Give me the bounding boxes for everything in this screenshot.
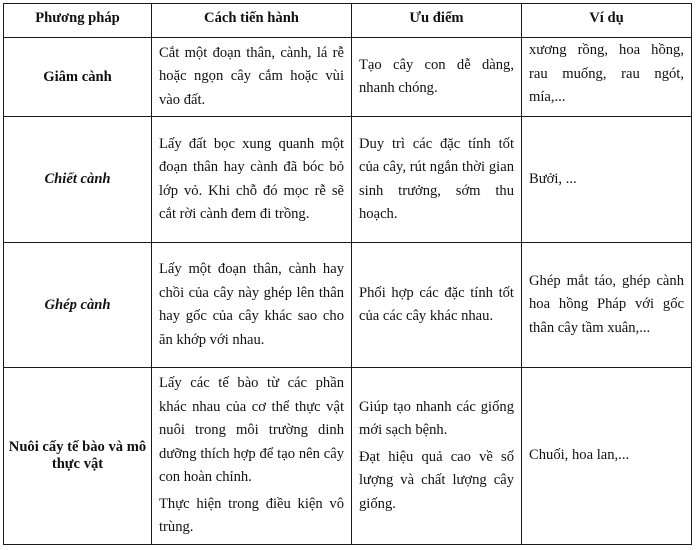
header-method: Phương pháp: [4, 4, 152, 38]
how-text: Lấy các tế bào từ các phần khác nhau của cơ thể thực vật nuôi trong môi trường dinh dưỡng thích hợp để tạo nên cây con hoàn chỉnh.: [159, 375, 344, 486]
example-cell: [522, 243, 692, 368]
table-row: [4, 117, 692, 243]
how-cell: [152, 243, 352, 368]
example-cell: [522, 117, 692, 243]
table-row: [4, 368, 692, 545]
example-text: xương rồng, hoa hồng, rau muống, rau ngót, mía,...: [529, 42, 684, 105]
how-text: Lấy một đoạn thân, cành hay chồi của cây này ghép lên thân hay gốc của cây khác sao cho ăn khớp với nhau.: [159, 261, 344, 348]
advantage-text: Phối hợp các đặc tính tốt của các cây khác nhau.: [359, 284, 514, 324]
header-advantage: Ưu điểm: [352, 4, 522, 38]
method-name: Chiết cành: [44, 171, 111, 187]
advantage-cell: [352, 38, 522, 117]
advantage-text: Duy trì các đặc tính tốt của cây, rút ngắn thời gian sinh trưởng, sớm thu hoạch.: [359, 135, 514, 222]
header-how: Cách tiến hành: [152, 4, 352, 38]
method-cell: [4, 38, 152, 117]
example-text: Bưởi, ...: [529, 170, 577, 187]
example-cell: [522, 38, 692, 117]
how-text: Thực hiện trong điều kiện vô trùng.: [159, 495, 344, 536]
method-name: Nuôi cấy tế bào và mô thực vật: [8, 439, 147, 472]
how-cell: [152, 38, 352, 117]
advantage-cell: [352, 117, 522, 243]
method-name: Giâm cành: [43, 68, 112, 85]
header-row: [4, 4, 692, 38]
how-cell: [152, 368, 352, 545]
method-name: Ghép cành: [44, 296, 111, 313]
example-text: Chuối, hoa lan,...: [529, 447, 630, 464]
advantage-text: Tạo cây con dễ dàng, nhanh chóng.: [359, 56, 514, 96]
advantage-text: Đạt hiệu quả cao về số lượng và chất lượng cây giống.: [359, 448, 514, 512]
method-cell: [4, 368, 152, 545]
method-cell: [4, 117, 152, 243]
advantage-cell: [352, 368, 522, 545]
how-text: Cắt một đoạn thân, cành, lá rễ hoặc ngọn cây cắm hoặc vùi vào đất.: [159, 44, 344, 108]
header-example: Ví dụ: [522, 4, 692, 38]
table-row: [4, 243, 692, 368]
example-cell: [522, 368, 692, 545]
how-text: Lấy đất bọc xung quanh một đoạn thân hay cành đã bóc bỏ lớp vỏ. Khi chỗ đó mọc rễ sẽ cắt rời cành đem đi trồng.: [159, 135, 344, 222]
example-text: Ghép mắt táo, ghép cành hoa hồng Pháp với gốc thân cây tầm xuân,...: [529, 272, 684, 336]
propagation-methods-table: [3, 3, 692, 545]
advantage-text: Giúp tạo nhanh các giống mới sạch bệnh.: [359, 398, 514, 439]
how-cell: [152, 117, 352, 243]
advantage-cell: [352, 243, 522, 368]
method-cell: [4, 243, 152, 368]
table-row: [4, 38, 692, 117]
